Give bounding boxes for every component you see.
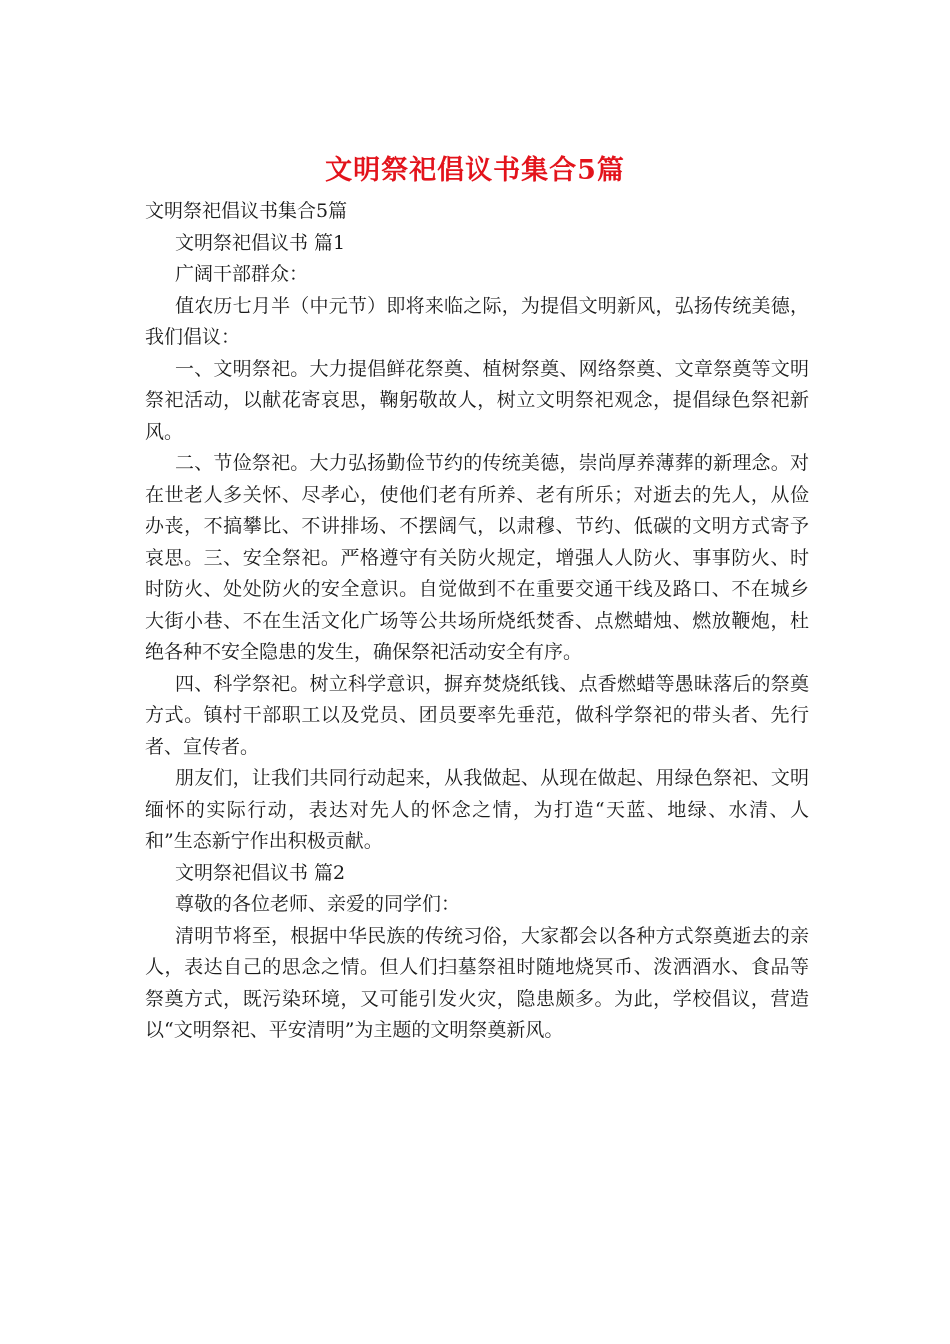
section-heading-1: 文明祭祀倡议书 篇1 xyxy=(175,231,346,254)
paragraph-subtitle: 文明祭祀倡议书集合5篇 xyxy=(145,200,348,222)
paragraph: 清明节将至，根据中华民族的传统习俗，大家都会以各种方式祭奠逝去的亲人，表达自己的思念之情。但人们扫墓祭祖时随地烧冥币、泼洒酒水、食品等祭奠方式，既污染环境，又可能引发火灾，隐患颇多。为此，学校倡议，营造以“文明祭祀、平安清明”为主题的文明祭奠新风。 xyxy=(145,924,809,1041)
paragraph: 一、文明祭祀。大力提倡鲜花祭奠、植树祭奠、网络祭奠、文章祭奠等文明祭祀活动，以献花寄哀思，鞠躬敬故人，树立文明祭祀观念，提倡绿色祭祀新风。 xyxy=(145,357,809,443)
salutation-1: 广阔干部群众： xyxy=(175,263,309,285)
paragraph: 朋友们，让我们共同行动起来，从我做起、从现在做起、用绿色祭祀、文明缅怀的实际行动，表达对先人的怀念之情，为打造“天蓝、地绿、水清、人和”生态新宁作出积极贡献。 xyxy=(145,767,809,852)
paragraph: 值农历七月半（中元节）即将来临之际，为提倡文明新风，弘扬传统美德，我们倡议： xyxy=(145,294,809,348)
paragraph: 二、节俭祭祀。大力弘扬勤俭节约的传统美德，崇尚厚养薄葬的新理念。对在世老人多关怀、尽孝心，使他们老有所养、老有所乐；对逝去的先人，从俭办丧，不搞攀比、不讲排场、不摆阔气，以肃穆、节约、低碳的文明方式寄予哀思。三、安全祭祀。严格遵守有关防火规定，增强人人防火、事事防火、时时防火、处处防火的安全意识。自觉做到不在重要交通干线及路口、不在城乡大街小巷、不在生活文化广场等公共场所烧纸焚香、点燃蜡烛、燃放鞭炮，杜绝各种不安全隐患的发生，确保祭祀活动安全有序。 xyxy=(145,452,809,663)
paragraph: 四、科学祭祀。树立科学意识，摒弃焚烧纸钱、点香燃蜡等愚昧落后的祭奠方式。镇村干部职工以及党员、团员要率先垂范，做科学祭祀的带头者、先行者、宣传者。 xyxy=(145,672,809,758)
section-heading-2: 文明祭祀倡议书 篇2 xyxy=(175,861,346,884)
document-title: 文明祭祀倡议书集合5篇 xyxy=(325,155,625,186)
document-body xyxy=(145,196,809,1047)
salutation-2: 尊敬的各位老师、亲爱的同学们： xyxy=(175,893,461,915)
